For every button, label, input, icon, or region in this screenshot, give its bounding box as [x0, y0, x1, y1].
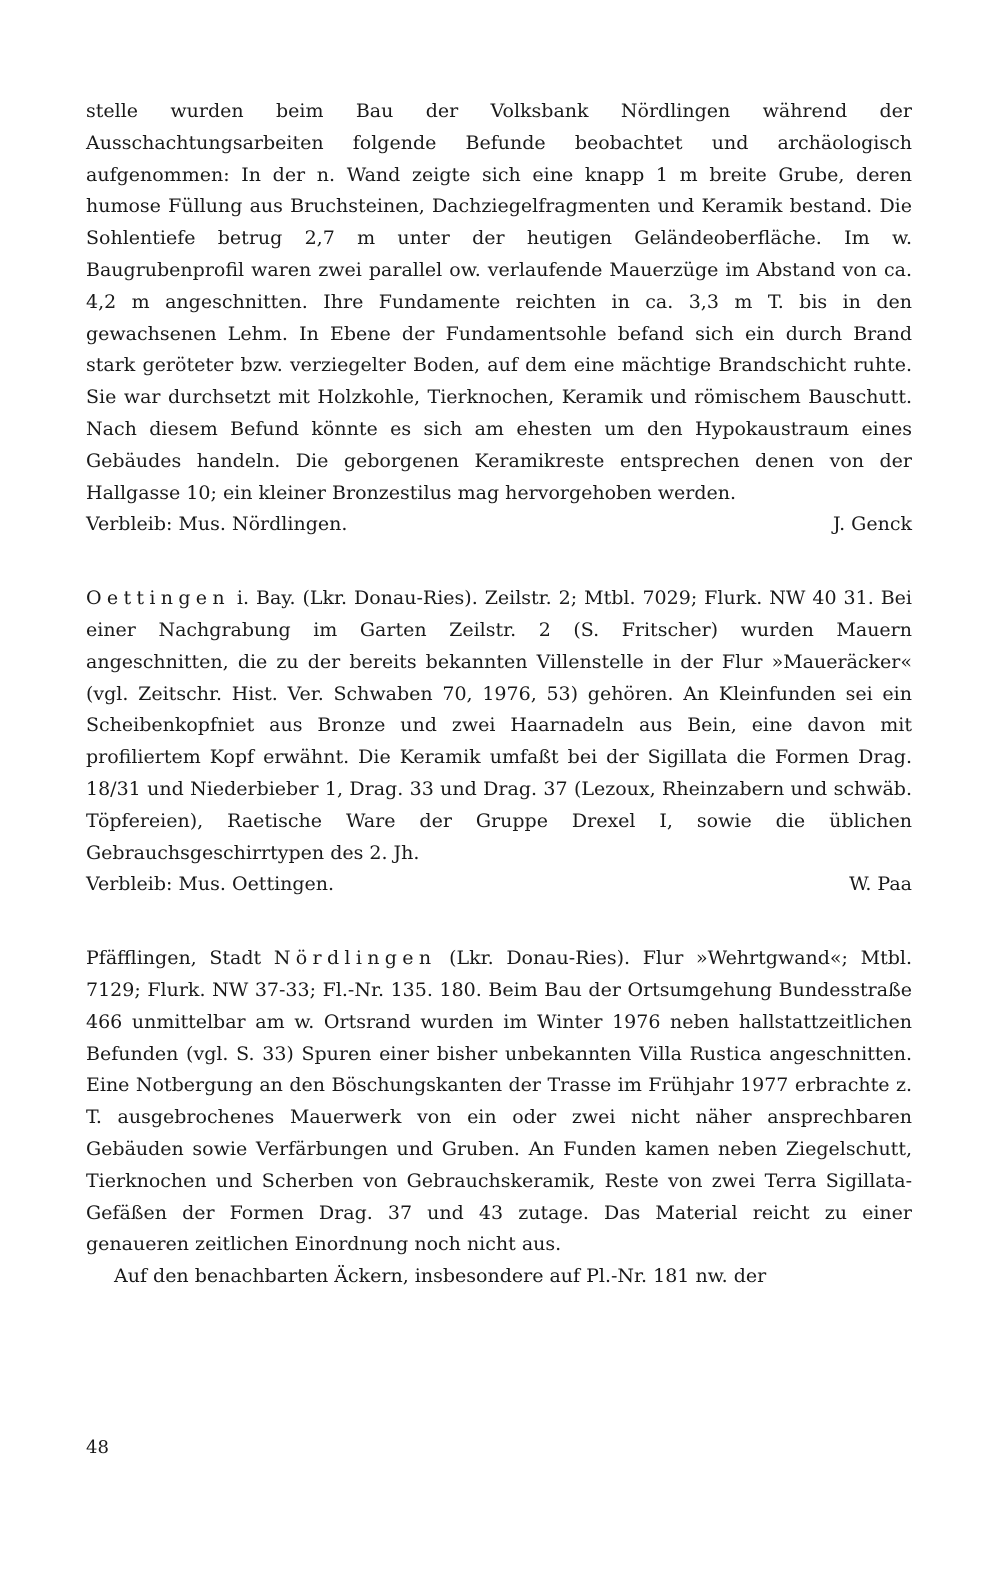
entry-pfaefflingen: [86, 943, 912, 1293]
entry-oettingen: [86, 583, 912, 901]
verbleib-note: Verbleib: Mus. Oettingen.: [86, 873, 335, 896]
entry-paragraph: [86, 943, 912, 1261]
entry-text: i. Bay. (Lkr. Donau-Ries). Zeilstr. 2; Mtbl. 7029; Flurk. NW 40 31. Bei einer Nachgrabung im Garten Zeilstr. 2 (S. Fritscher) wurden Mauern angeschnitten, die zu der bereits bekannten Villenstelle in der Flur »Maueräcker« (vgl. Zeitschr. Hist. Ver. Schwaben 70, 1976, 53) gehören. An Kleinfunden sei ein Scheibenkopfniet aus Bronze und zwei Haarnadeln aus Bein, eine davon mit profiliertem Kopf erwähnt. Die Keramik umfaßt bei der Sigillata die Formen Drag. 18/31 und Niederbieber 1, Drag. 33 und Drag. 37 (Lezoux, Rheinzabern und schwäb. Töpfereien), Raetische Ware der Gruppe Drexel I, sowie die üblichen Gebrauchsgeschirrtypen des 2. Jh.: [86, 587, 912, 864]
page-body: [86, 96, 912, 1293]
verbleib-note: Verbleib: Mus. Nördlingen.: [86, 513, 348, 536]
entry-paragraph: [86, 583, 912, 869]
entry-footer: [86, 869, 912, 901]
author-signature: J. Genck: [832, 513, 912, 536]
entry-paragraph: stelle wurden beim Bau der Volksbank Nördlingen während der Ausschachtungsarbeiten folgende Befunde beobachtet und archäologisch aufgenommen: In der n. Wand zeigte sich eine knapp 1 m breite Grube, deren humose Füllung aus Bruchsteinen, Dachziegelfragmenten und Keramik bestand. Die Sohlentiefe betrug 2,7 m unter der heutigen Geländeoberfläche. Im w. Baugrubenprofil waren zwei parallel ow. verlaufende Mauerzüge im Abstand von ca. 4,2 m angeschnitten. Ihre Fundamente reichten in ca. 3,3 m T. bis in den gewachsenen Lehm. In Ebene der Fundamentsohle befand sich ein durch Brand stark geröteter bzw. verziegelter Boden, auf dem eine mächtige Brandschicht ruhte. Sie war durchsetzt mit Holzkohle, Tierknochen, Keramik und römischem Bauschutt. Nach diesem Befund könnte es sich am ehesten um den Hypokaustraum eines Gebäudes handeln. Die geborgenen Keramikreste entsprechen denen von der Hallgasse 10; ein kleiner Bronzestilus mag hervorgehoben werden.: [86, 100, 912, 504]
place-name: Oettingen: [86, 587, 230, 610]
place-prefix: Pfäfflingen, Stadt: [86, 947, 274, 970]
entry-noerdlingen-volksbank: [86, 96, 912, 541]
continuation-paragraph: Auf den benachbarten Äckern, insbesondere auf Pl.-Nr. 181 nw. der: [114, 1265, 767, 1288]
page-number: 48: [86, 1437, 109, 1458]
author-signature: W. Paa: [849, 873, 912, 896]
place-name: Nördlingen: [273, 947, 437, 970]
entry-footer: [86, 509, 912, 541]
entry-text: (Lkr. Donau-Ries). Flur »Wehrtgwand«; Mtbl. 7129; Flurk. NW 37-33; Fl.-Nr. 135. 180. Beim Bau der Ortsumgehung Bundesstraße 466 unmittelbar am w. Ortsrand wurden im Winter 1976 neben hallstattzeitlichen Befunden (vgl. S. 33) Spuren einer bisher unbekannten Villa Rustica angeschnitten. Eine Notbergung an den Böschungskanten der Trasse im Frühjahr 1977 erbrachte z. T. ausgebrochenes Mauerwerk von ein oder zwei nicht näher ansprechbaren Gebäuden sowie Verfärbungen und Gruben. An Funden kamen neben Ziegelschutt, Tierknochen und Scherben von Gebrauchskeramik, Reste von zwei Terra Sigillata-Gefäßen der Formen Drag. 37 und 43 zutage. Das Material reicht zu einer genaueren zeitlichen Einordnung noch nicht aus.: [86, 947, 912, 1256]
